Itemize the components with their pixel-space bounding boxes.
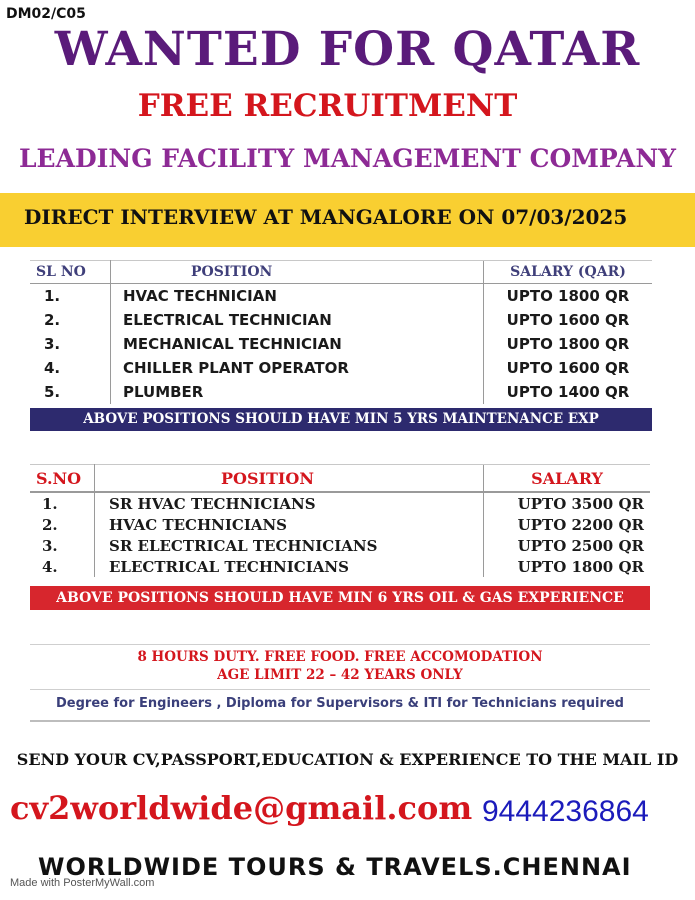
made-with-credit: Made with PosterMyWall.com — [10, 877, 155, 889]
row-salary: UPTO 1800 QR — [484, 284, 653, 309]
agency-name: WORLDWIDE TOURS & TRAVELS.CHENNAI — [38, 853, 632, 881]
qualification-text: Degree for Engineers , Diploma for Supervisors & ITI for Technicians required — [30, 690, 650, 722]
age-limit-text: AGE LIMIT 22 – 42 YEARS ONLY — [217, 667, 463, 683]
company-line: LEADING FACILITY MANAGEMENT COMPANY — [18, 144, 677, 173]
row-position: ELECTRICAL TECHNICIAN — [123, 311, 332, 329]
table-row — [30, 556, 650, 577]
header-s-no: S.NO — [30, 465, 95, 493]
row-position: HVAC TECHNICIAN — [123, 287, 277, 305]
table-row — [30, 308, 652, 332]
table-header-row — [30, 465, 650, 493]
row-number: 1. — [30, 492, 95, 514]
header-position: POSITION — [95, 465, 484, 493]
row-salary: UPTO 2200 QR — [484, 514, 651, 535]
table-row — [30, 356, 652, 380]
interview-banner — [0, 193, 695, 247]
row-position: CHILLER PLANT OPERATOR — [123, 359, 349, 377]
row-position: SR ELECTRICAL TECHNICIANS — [109, 536, 378, 555]
interview-text: DIRECT INTERVIEW AT MANGALORE ON 07/03/2025 — [24, 205, 628, 229]
row-salary: UPTO 1400 QR — [484, 380, 653, 404]
row-salary: UPTO 1800 QR — [484, 556, 651, 577]
row-number: 2. — [30, 514, 95, 535]
table2-footer: ABOVE POSITIONS SHOULD HAVE MIN 6 YRS OIL & GAS EXPERIENCE — [30, 586, 650, 610]
poster-subtitle: FREE RECRUITMENT — [137, 88, 518, 124]
positions-table-2 — [30, 464, 650, 577]
table-row — [30, 332, 652, 356]
header-salary: SALARY — [484, 465, 651, 493]
row-position: PLUMBER — [123, 383, 204, 401]
poster-title: WANTED FOR QATAR — [54, 22, 641, 77]
header-sl-no: SL NO — [30, 261, 111, 284]
row-salary: UPTO 1600 QR — [484, 356, 653, 380]
table-header-row — [30, 261, 652, 284]
contact-email[interactable]: cv2worldwide@gmail.com — [10, 789, 473, 827]
table-row — [30, 492, 650, 514]
header-position: POSITION — [111, 261, 484, 284]
row-position: MECHANICAL TECHNICIAN — [123, 335, 342, 353]
row-number: 4. — [30, 356, 111, 380]
table1-footer: ABOVE POSITIONS SHOULD HAVE MIN 5 YRS MAINTENANCE EXP — [30, 408, 652, 431]
row-position: SR HVAC TECHNICIANS — [109, 494, 316, 513]
benefits-text: 8 HOURS DUTY. FREE FOOD. FREE ACCOMODATION — [137, 649, 543, 665]
table-row — [30, 380, 652, 404]
row-number: 1. — [30, 284, 111, 309]
row-salary: UPTO 2500 QR — [484, 535, 651, 556]
table-row — [30, 535, 650, 556]
row-salary: UPTO 1600 QR — [484, 308, 653, 332]
row-salary: UPTO 3500 QR — [484, 492, 651, 514]
row-number: 3. — [30, 332, 111, 356]
row-number: 2. — [30, 308, 111, 332]
row-number: 5. — [30, 380, 111, 404]
table-row — [30, 514, 650, 535]
row-number: 3. — [30, 535, 95, 556]
poster-code: DM02/C05 — [6, 6, 86, 22]
send-cv-text: SEND YOUR CV,PASSPORT,EDUCATION & EXPERIENCE TO THE MAIL ID — [16, 750, 679, 769]
row-salary: UPTO 1800 QR — [484, 332, 653, 356]
row-position: ELECTRICAL TECHNICIANS — [109, 557, 349, 576]
contact-phone[interactable]: 9444236864 — [482, 795, 649, 828]
header-salary: SALARY (QAR) — [484, 261, 653, 284]
row-position: HVAC TECHNICIANS — [109, 515, 288, 534]
row-number: 4. — [30, 556, 95, 577]
positions-table-1 — [30, 260, 652, 404]
table-row — [30, 284, 652, 309]
